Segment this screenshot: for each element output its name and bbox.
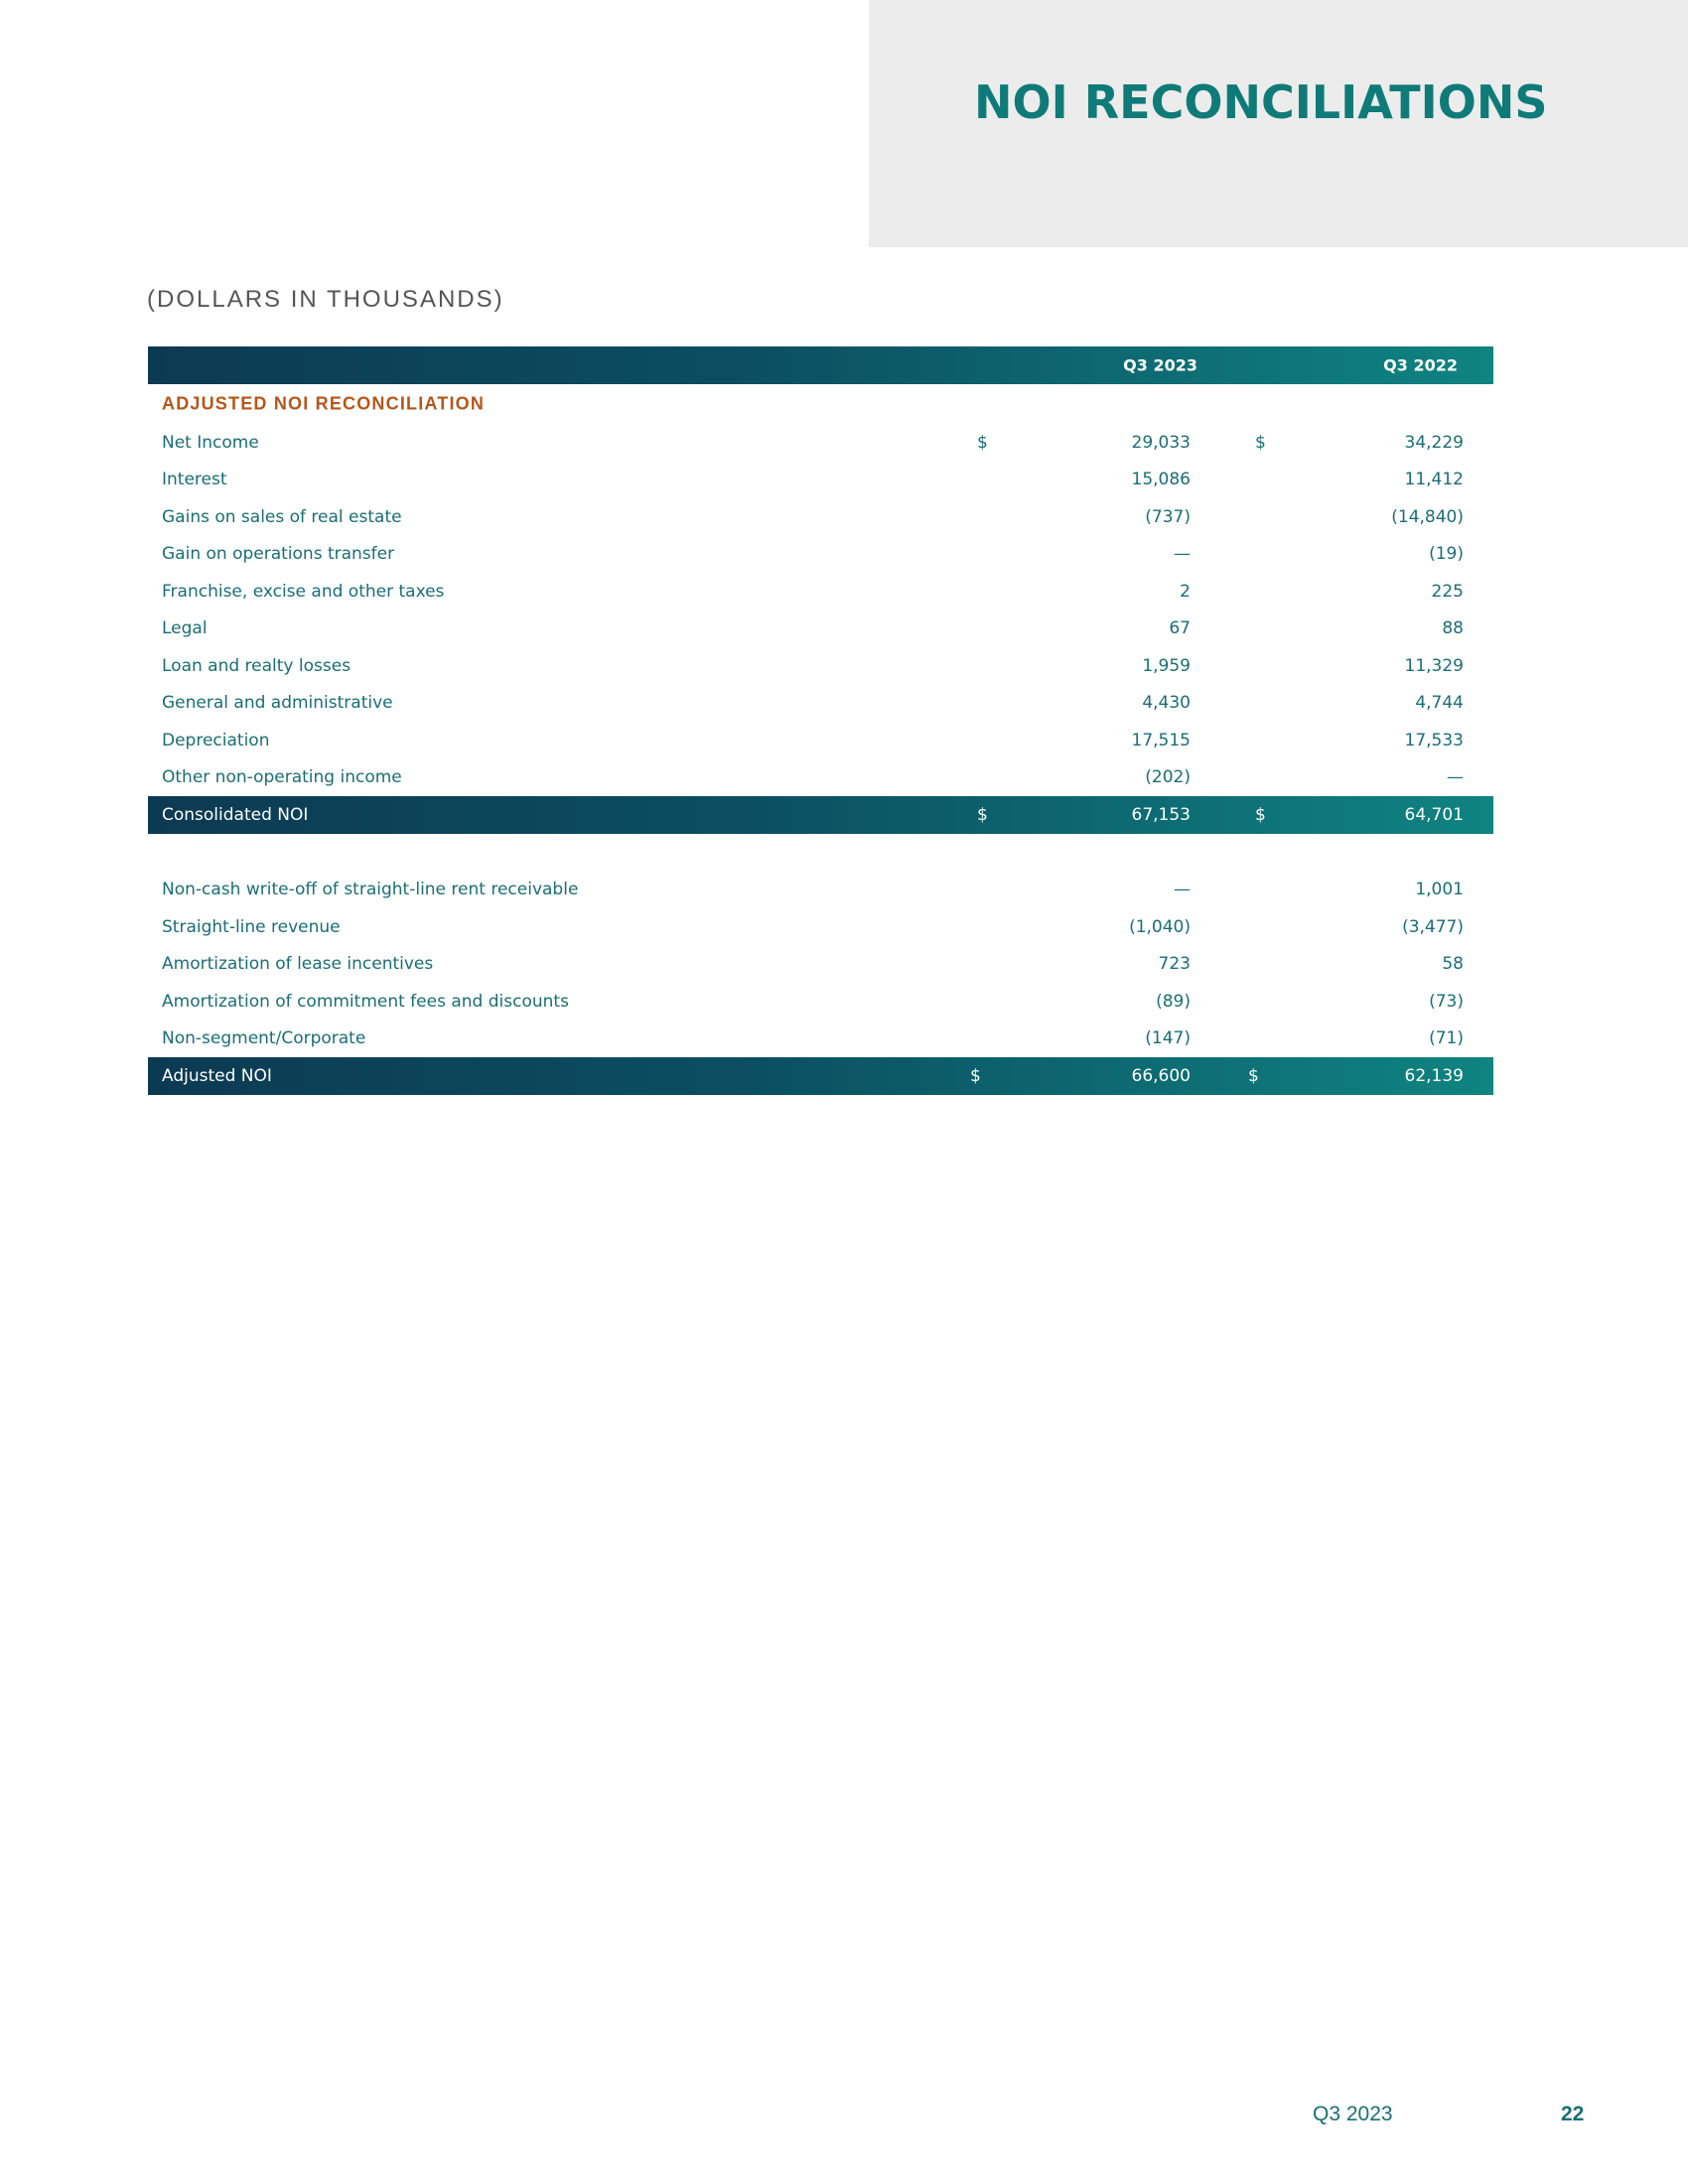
total-value-q3-2022: 62,139 [1404,1065,1464,1086]
section-heading-row [148,384,1493,424]
total-row [148,1057,1493,1095]
table-row [148,946,1493,984]
row-label: General and administrative [162,693,393,714]
row-value-q3-2022: 11,412 [1404,470,1464,490]
row-value-q3-2022: 225 [1431,581,1464,602]
total-dollar-q3-2022: $ [1248,1065,1259,1086]
row-value-q3-2023: 29,033 [1131,432,1191,453]
reconciliation-items-group-2 [148,872,1493,1058]
table-row [148,872,1493,909]
table-row [148,685,1493,723]
row-value-q3-2023: 1,959 [1142,655,1191,676]
row-value-q3-2023: 4,430 [1142,693,1191,714]
row-value-q3-2023: — [1174,880,1191,900]
row-value-q3-2022: (3,477) [1402,916,1464,937]
row-value-q3-2022: 58 [1442,954,1464,975]
table-row [148,722,1493,759]
row-value-q3-2023: (202) [1145,767,1191,788]
row-value-q3-2022: 11,329 [1404,655,1464,676]
page-number: 22 [1561,2103,1585,2125]
reconciliation-items-group-1 [148,424,1493,796]
row-value-q3-2023: (1,040) [1129,916,1191,937]
table-row [148,983,1493,1021]
row-label: Gains on sales of real estate [162,506,402,527]
row-value-q3-2023: 723 [1158,954,1191,975]
row-value-q3-2022: (71) [1429,1028,1464,1049]
row-label: Straight-line revenue [162,916,341,937]
row-value-q3-2023: (89) [1156,991,1191,1012]
row-value-q3-2022: — [1447,767,1464,788]
row-label: Amortization of commitment fees and discounts [162,991,569,1012]
row-label: Loan and realty losses [162,655,352,676]
row-value-q3-2023: 17,515 [1131,730,1191,751]
row-value-q3-2023: 15,086 [1131,470,1191,490]
row-dollar-q3-2022: $ [1255,432,1266,453]
table-row [148,611,1493,648]
table-row [148,573,1493,611]
row-label: Depreciation [162,730,270,751]
row-label: Interest [162,470,227,490]
subtotal-value-q3-2023: 67,153 [1131,804,1191,825]
row-label: Non-cash write-off of straight-line rent receivable [162,880,579,900]
column-header-q3-2022: Q3 2022 [1383,355,1458,375]
subtotal-dollar-q3-2022: $ [1255,804,1266,825]
total-value-q3-2023: 66,600 [1131,1065,1191,1086]
table-row [148,536,1493,574]
page-title: NOI RECONCILIATIONS [974,75,1548,129]
total-label: Adjusted NOI [162,1065,272,1086]
row-label: Amortization of lease incentives [162,954,434,975]
row-value-q3-2022: 1,001 [1415,880,1464,900]
row-value-q3-2023: (147) [1145,1028,1191,1049]
row-value-q3-2023: 2 [1180,581,1191,602]
table-row [148,647,1493,685]
row-value-q3-2022: 88 [1442,618,1464,639]
subtotal-value-q3-2022: 64,701 [1404,804,1464,825]
row-value-q3-2023: 67 [1169,618,1191,639]
row-label: Non-segment/Corporate [162,1028,366,1049]
table-spacer [148,834,1493,872]
table-row [148,498,1493,536]
row-label: Legal [162,618,208,639]
row-value-q3-2023: — [1174,544,1191,565]
column-header-q3-2023: Q3 2023 [1123,355,1197,375]
subtotal-row [148,796,1493,834]
row-label: Other non-operating income [162,767,402,788]
row-dollar-q3-2023: $ [977,432,988,453]
row-value-q3-2023: (737) [1145,506,1191,527]
units-caption: (DOLLARS IN THOUSANDS) [147,286,504,313]
footer-period: Q3 2023 [1313,2103,1393,2125]
subtotal-label: Consolidated NOI [162,804,309,825]
table-row [148,462,1493,499]
row-label: Franchise, excise and other taxes [162,581,445,602]
table-row [148,908,1493,946]
section-title: ADJUSTED NOI RECONCILIATION [162,393,486,414]
noi-reconciliation-table [148,346,1493,1095]
row-label: Net Income [162,432,259,453]
row-value-q3-2022: (73) [1429,991,1464,1012]
title-panel [869,0,1688,247]
row-value-q3-2022: 34,229 [1404,432,1464,453]
row-value-q3-2022: 17,533 [1404,730,1464,751]
row-value-q3-2022: (14,840) [1391,506,1464,527]
row-value-q3-2022: 4,744 [1415,693,1464,714]
row-value-q3-2022: (19) [1429,544,1464,565]
table-header-row [148,346,1493,384]
total-dollar-q3-2023: $ [970,1065,981,1086]
table-row [148,424,1493,462]
subtotal-dollar-q3-2023: $ [977,804,988,825]
table-row [148,1021,1493,1058]
row-label: Gain on operations transfer [162,544,395,565]
table-row [148,759,1493,797]
